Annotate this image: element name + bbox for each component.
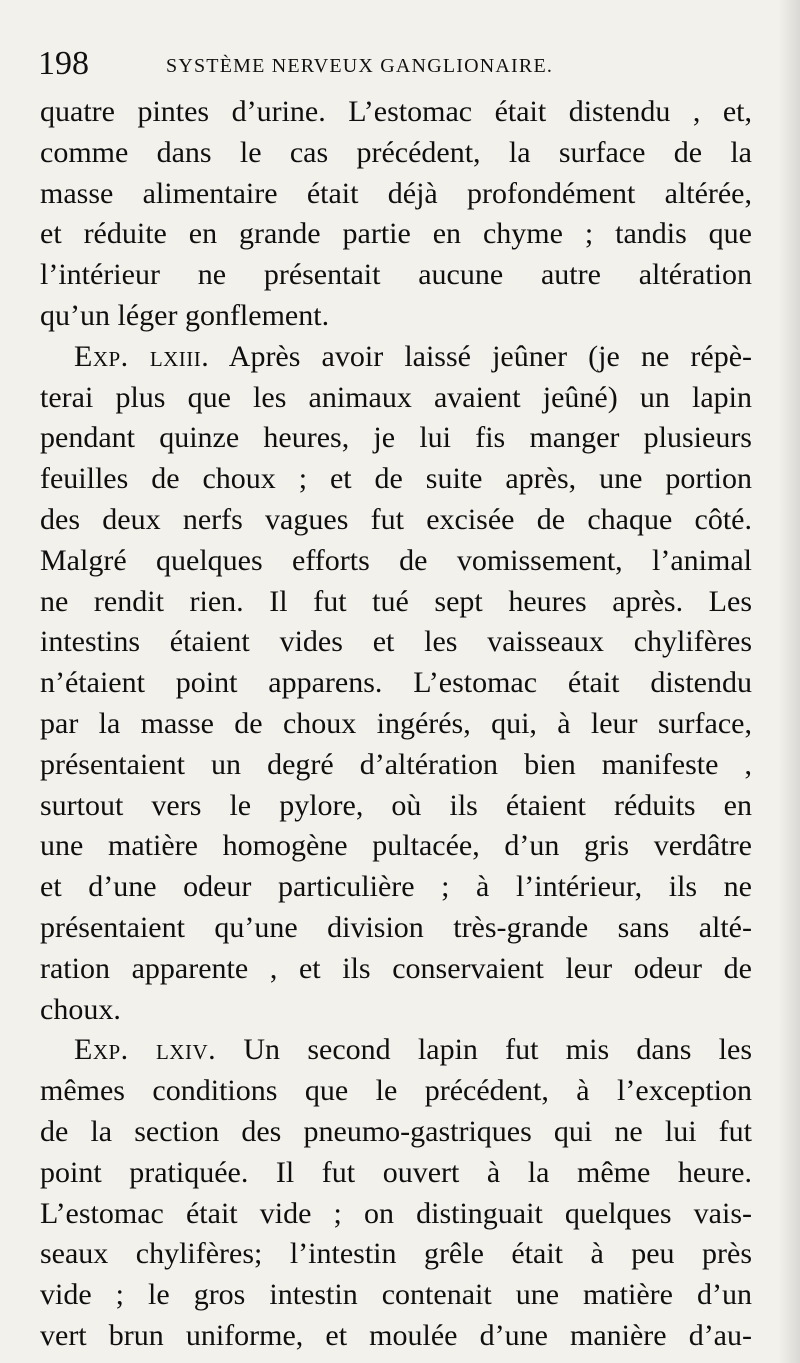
text-line: L’estomac était vide ; on distinguait quelques vais- [40,1196,752,1230]
text-line: point pratiquée. Il fut ouvert à la même heure. [40,1155,752,1189]
text-line: et d’une odeur particulière ; à l’intérieur, ils ne [40,870,752,904]
text-line: ne rendit rien. Il fut tué sept heures après. Les [40,584,752,618]
text-line: feuilles de choux ; et de suite après, une portion [40,462,752,496]
running-title: SYSTÈME NERVEUX GANGLIONAIRE. [166,55,554,77]
text-line: qu’un léger gonflement. [40,298,330,332]
text-line: présentaient qu’une division très-grande sans alté- [40,910,752,944]
text-line: pendant quinze heures, je lui fis manger plusieurs [40,421,752,455]
text-line: des deux nerfs vagues fut excisée de chaque côté. [40,502,752,536]
text-line: une matière homogène pultacée, d’un gris verdâtre [40,829,752,863]
experiment-prefix: Exp. [74,1033,129,1067]
body-text [40,92,752,1357]
text-line: ration apparente , et ils conservaient leur odeur de [40,951,752,985]
text-line: intestins étaient vides et les vaisseaux chylifères [40,625,752,659]
text-line: mêmes conditions que le précédent, à l’exception [40,1074,752,1108]
text-line: Un second lapin fut mis dans les [243,1033,752,1067]
text-line: comme dans le cas précédent, la surface de la [40,135,752,169]
text-line: surtout vers le pylore, où ils étaient réduits en [40,788,752,822]
page-edge-shadow [778,0,800,1363]
experiment-number: lxiii. [149,339,210,373]
text-line: vide ; le gros intestin contenait une matière d’un [40,1278,752,1312]
text-line: de la section des pneumo-gastriques qui ne lui fut [40,1114,752,1148]
experiment-64-heading-line [40,1030,752,1071]
text-line: l’intérieur ne présentait aucune autre altération [40,258,752,292]
text-line: n’étaient point apparens. L’estomac était distendu [40,666,752,700]
text-line: seaux chylifères; l’intestin grêle était à peu près [40,1237,752,1271]
text-line: masse alimentaire était déjà profondément altérée, [40,176,752,210]
text-line: choux. [40,992,121,1026]
experiment-number: lxiv. [155,1033,217,1067]
text-line: et réduite en grande partie en chyme ; tandis que [40,217,752,251]
text-line: vert brun uniforme, et moulée d’une manière d’au- [40,1318,752,1352]
page-number: 198 [38,45,89,82]
experiment-63-heading-line [40,337,752,378]
text-line: présentaient un degré d’altération bien manifeste , [40,747,752,781]
experiment-prefix: Exp. [74,339,129,373]
text-line: quatre pintes d’urine. L’estomac était distendu , et, [40,95,752,128]
text-line: Malgré quelques efforts de vomissement, l’animal [40,543,752,577]
page-header [38,44,778,84]
text-line: par la masse de choux ingérés, qui, à leur surface, [40,706,752,740]
text-line: terai plus que les animaux avaient jeûné) un lapin [40,380,752,414]
text-line: Après avoir laissé jeûner (je ne répè- [228,339,753,373]
